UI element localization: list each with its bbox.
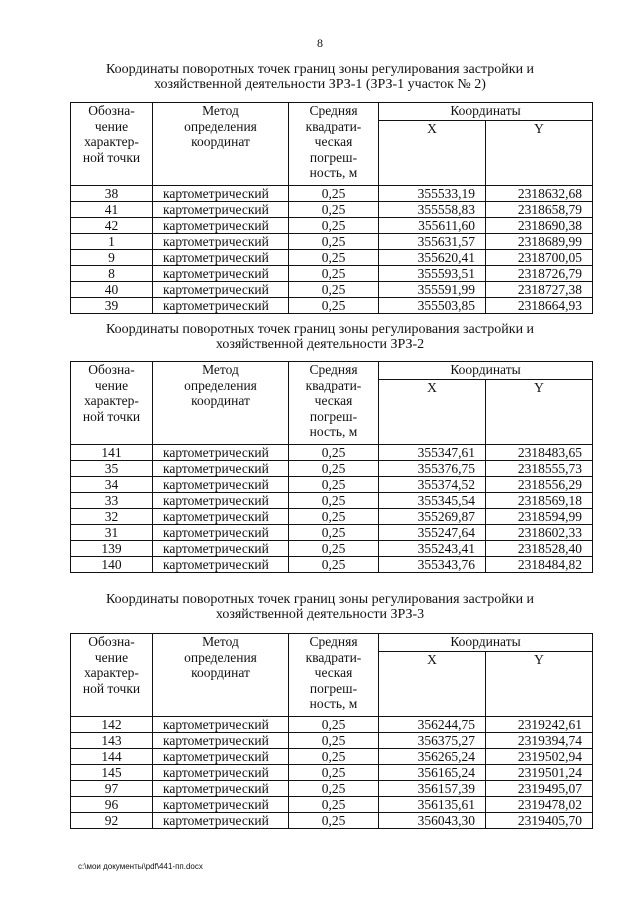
y-cell: 2318555,73 [486, 461, 593, 477]
method-cell: картометрический [153, 765, 289, 781]
error-cell: 0,25 [289, 525, 379, 541]
y-cell: 2319501,24 [486, 765, 593, 781]
y-cell: 2319394,74 [486, 733, 593, 749]
section-zrz-1 [0, 62, 640, 92]
header-x: X [379, 652, 486, 717]
table-row [71, 717, 593, 733]
y-cell: 2318556,29 [486, 477, 593, 493]
header-y: Y [486, 380, 593, 445]
x-cell: 355347,61 [379, 445, 486, 461]
coordinates-table-zrz-2 [70, 361, 593, 573]
table-row [71, 266, 593, 282]
y-cell: 2319495,07 [486, 781, 593, 797]
point-id-cell: 139 [71, 541, 153, 557]
error-cell: 0,25 [289, 765, 379, 781]
section-title-line2: хозяйственной деятельности ЗРЗ-3 [215, 607, 425, 622]
point-id-cell: 31 [71, 525, 153, 541]
y-cell: 2318594,99 [486, 509, 593, 525]
x-cell: 355247,64 [379, 525, 486, 541]
y-cell: 2318726,79 [486, 266, 593, 282]
x-cell: 356265,24 [379, 749, 486, 765]
error-cell: 0,25 [289, 202, 379, 218]
header-coordinates: Координаты [379, 103, 593, 121]
error-cell: 0,25 [289, 282, 379, 298]
table-row [71, 298, 593, 314]
x-cell: 355345,54 [379, 493, 486, 509]
x-cell: 356165,24 [379, 765, 486, 781]
x-cell: 355631,57 [379, 234, 486, 250]
section-title-line2: хозяйственной деятельности ЗРЗ-2 [215, 337, 425, 352]
method-cell: картометрический [153, 477, 289, 493]
method-cell: картометрический [153, 250, 289, 266]
error-cell: 0,25 [289, 445, 379, 461]
x-cell: 355591,99 [379, 282, 486, 298]
method-cell: картометрический [153, 781, 289, 797]
table-row [71, 541, 593, 557]
point-id-cell: 38 [71, 186, 153, 202]
error-cell: 0,25 [289, 509, 379, 525]
x-cell: 355269,87 [379, 509, 486, 525]
y-cell: 2318690,38 [486, 218, 593, 234]
method-cell: картометрический [153, 749, 289, 765]
table-row [71, 557, 593, 573]
y-cell: 2319502,94 [486, 749, 593, 765]
y-cell: 2318602,33 [486, 525, 593, 541]
header-x: X [379, 380, 486, 445]
header-point-id: Обозна- чение характер- ной точки [71, 103, 153, 186]
method-cell: картометрический [153, 282, 289, 298]
footer-file-path: c:\мои документы\pdf\441-пп.docx [78, 862, 203, 871]
point-id-cell: 96 [71, 797, 153, 813]
section-title-line1: Координаты поворотных точек границ зоны регулирования застройки и [105, 62, 535, 77]
method-cell: картометрический [153, 797, 289, 813]
header-error: Средняя квадрати- ческая погреш- ность, м [289, 103, 379, 186]
y-cell: 2318484,82 [486, 557, 593, 573]
header-y: Y [486, 652, 593, 717]
header-coordinates: Координаты [379, 634, 593, 652]
page-number: 8 [317, 36, 323, 50]
table-row [71, 202, 593, 218]
method-cell: картометрический [153, 509, 289, 525]
table-row [71, 765, 593, 781]
x-cell: 356043,30 [379, 813, 486, 829]
error-cell: 0,25 [289, 557, 379, 573]
section-title-line1: Координаты поворотных точек границ зоны регулирования застройки и [105, 592, 535, 607]
coordinates-table-zrz-3 [70, 633, 593, 829]
error-cell: 0,25 [289, 234, 379, 250]
x-cell: 355593,51 [379, 266, 486, 282]
point-id-cell: 32 [71, 509, 153, 525]
table-row [71, 218, 593, 234]
table-row [71, 493, 593, 509]
coordinates-table-zrz-1 [70, 102, 593, 314]
error-cell: 0,25 [289, 733, 379, 749]
header-method: Метод определения координат [153, 634, 289, 717]
x-cell: 355343,76 [379, 557, 486, 573]
y-cell: 2318689,99 [486, 234, 593, 250]
point-id-cell: 145 [71, 765, 153, 781]
y-cell: 2318664,93 [486, 298, 593, 314]
header-row [71, 103, 593, 121]
table-row [71, 186, 593, 202]
table-row [71, 781, 593, 797]
method-cell: картометрический [153, 541, 289, 557]
point-id-cell: 9 [71, 250, 153, 266]
table-row [71, 282, 593, 298]
method-cell: картометрический [153, 186, 289, 202]
x-cell: 355611,60 [379, 218, 486, 234]
table-row [71, 797, 593, 813]
point-id-cell: 8 [71, 266, 153, 282]
point-id-cell: 140 [71, 557, 153, 573]
method-cell: картометрический [153, 234, 289, 250]
header-y: Y [486, 121, 593, 186]
x-cell: 355533,19 [379, 186, 486, 202]
section-zrz-3 [0, 592, 640, 622]
y-cell: 2318483,65 [486, 445, 593, 461]
x-cell: 355243,41 [379, 541, 486, 557]
table-row [71, 749, 593, 765]
table-row [71, 477, 593, 493]
y-cell: 2318727,38 [486, 282, 593, 298]
error-cell: 0,25 [289, 266, 379, 282]
error-cell: 0,25 [289, 218, 379, 234]
error-cell: 0,25 [289, 797, 379, 813]
header-error: Средняя квадрати- ческая погреш- ность, м [289, 362, 379, 445]
header-method: Метод определения координат [153, 103, 289, 186]
error-cell: 0,25 [289, 250, 379, 266]
header-error: Средняя квадрати- ческая погреш- ность, м [289, 634, 379, 717]
table-row [71, 461, 593, 477]
section-title-line1: Координаты поворотных точек границ зоны регулирования застройки и [105, 322, 535, 337]
table-row [71, 813, 593, 829]
section-zrz-2 [0, 322, 640, 352]
point-id-cell: 35 [71, 461, 153, 477]
method-cell: картометрический [153, 813, 289, 829]
x-cell: 356135,61 [379, 797, 486, 813]
table-row [71, 445, 593, 461]
table-row [71, 525, 593, 541]
header-row [71, 362, 593, 380]
x-cell: 355374,52 [379, 477, 486, 493]
header-method: Метод определения координат [153, 362, 289, 445]
point-id-cell: 1 [71, 234, 153, 250]
point-id-cell: 144 [71, 749, 153, 765]
table-row [71, 250, 593, 266]
y-cell: 2319405,70 [486, 813, 593, 829]
error-cell: 0,25 [289, 541, 379, 557]
method-cell: картометрический [153, 445, 289, 461]
method-cell: картометрический [153, 525, 289, 541]
error-cell: 0,25 [289, 298, 379, 314]
y-cell: 2318658,79 [486, 202, 593, 218]
y-cell: 2318569,18 [486, 493, 593, 509]
point-id-cell: 39 [71, 298, 153, 314]
header-x: X [379, 121, 486, 186]
error-cell: 0,25 [289, 477, 379, 493]
header-point-id: Обозна- чение характер- ной точки [71, 634, 153, 717]
point-id-cell: 41 [71, 202, 153, 218]
error-cell: 0,25 [289, 461, 379, 477]
method-cell: картометрический [153, 493, 289, 509]
method-cell: картометрический [153, 717, 289, 733]
point-id-cell: 42 [71, 218, 153, 234]
x-cell: 355620,41 [379, 250, 486, 266]
point-id-cell: 92 [71, 813, 153, 829]
header-row [71, 634, 593, 652]
table-row [71, 234, 593, 250]
point-id-cell: 40 [71, 282, 153, 298]
error-cell: 0,25 [289, 781, 379, 797]
point-id-cell: 141 [71, 445, 153, 461]
header-point-id: Обозна- чение характер- ной точки [71, 362, 153, 445]
method-cell: картометрический [153, 461, 289, 477]
error-cell: 0,25 [289, 493, 379, 509]
y-cell: 2319242,61 [486, 717, 593, 733]
point-id-cell: 143 [71, 733, 153, 749]
error-cell: 0,25 [289, 717, 379, 733]
method-cell: картометрический [153, 733, 289, 749]
error-cell: 0,25 [289, 186, 379, 202]
method-cell: картометрический [153, 557, 289, 573]
header-coordinates: Координаты [379, 362, 593, 380]
y-cell: 2318700,05 [486, 250, 593, 266]
error-cell: 0,25 [289, 813, 379, 829]
method-cell: картометрический [153, 298, 289, 314]
section-title-line2: хозяйственной деятельности ЗРЗ-1 (ЗРЗ-1 участок № 2) [154, 77, 486, 92]
table-row [71, 733, 593, 749]
x-cell: 356157,39 [379, 781, 486, 797]
point-id-cell: 33 [71, 493, 153, 509]
x-cell: 355558,83 [379, 202, 486, 218]
table-row [71, 509, 593, 525]
x-cell: 356375,27 [379, 733, 486, 749]
x-cell: 356244,75 [379, 717, 486, 733]
x-cell: 355376,75 [379, 461, 486, 477]
method-cell: картометрический [153, 202, 289, 218]
y-cell: 2318632,68 [486, 186, 593, 202]
y-cell: 2319478,02 [486, 797, 593, 813]
point-id-cell: 97 [71, 781, 153, 797]
method-cell: картометрический [153, 218, 289, 234]
error-cell: 0,25 [289, 749, 379, 765]
x-cell: 355503,85 [379, 298, 486, 314]
point-id-cell: 142 [71, 717, 153, 733]
y-cell: 2318528,40 [486, 541, 593, 557]
point-id-cell: 34 [71, 477, 153, 493]
method-cell: картометрический [153, 266, 289, 282]
